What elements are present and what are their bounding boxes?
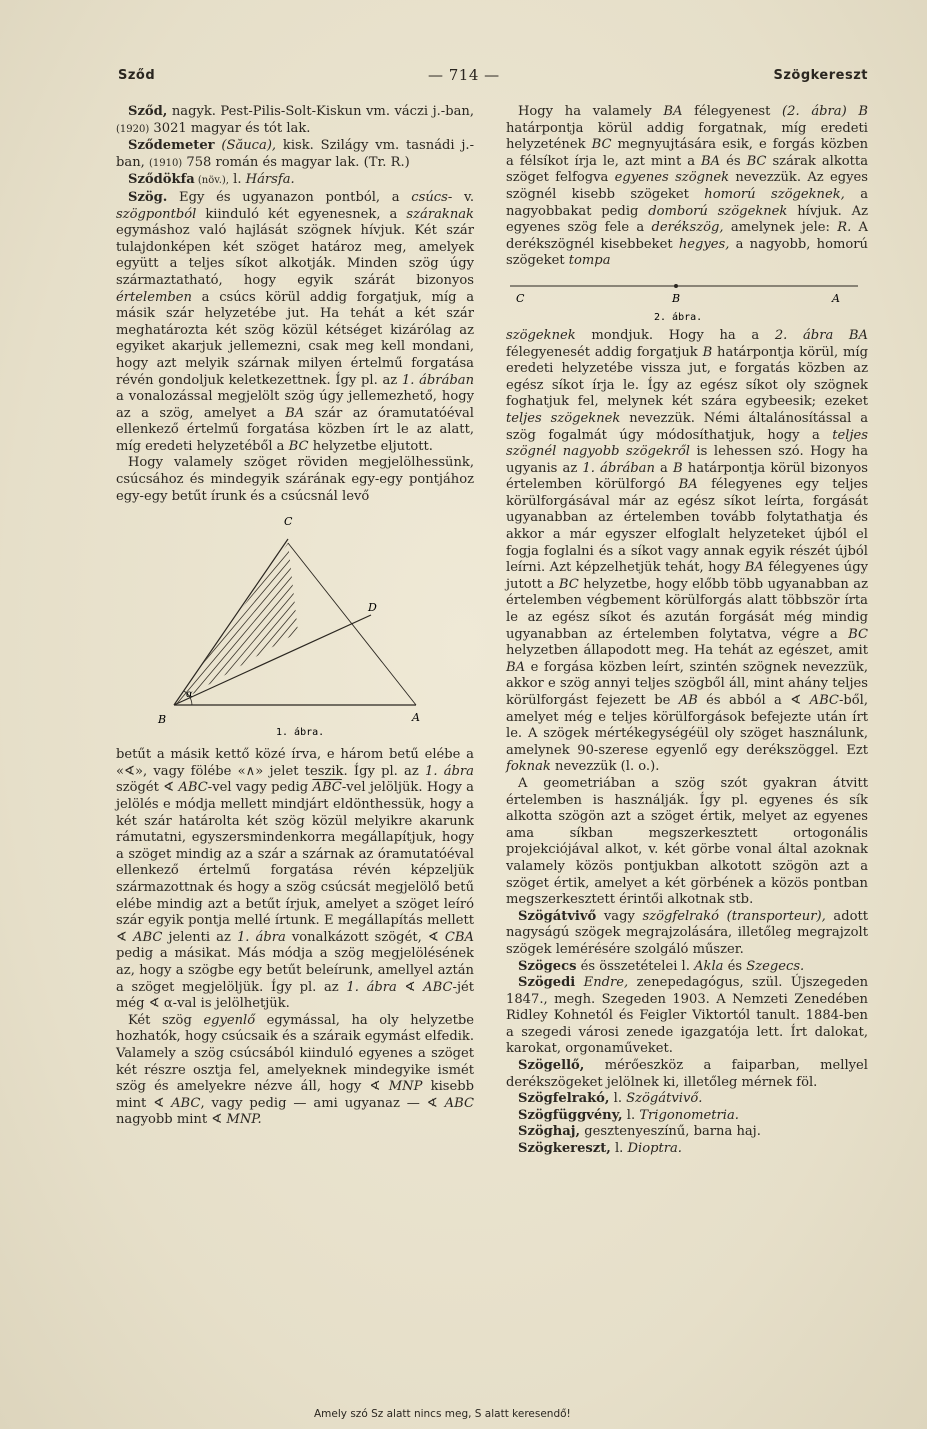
entry-text: 1. ábra bbox=[346, 979, 397, 995]
paragraph: A geometriában a szög szót gyakran átvitt értelemben is használják. Így pl. egyenes és sík alkotta szögön azt a szöget értik, melyet az egyenes ama síkban megszerkesztett ortogonális projekciójával alkot, v. két görbe vonal által azoknak valamely közös pontjukban alkotott szögön azt a szöget értik, amelyet a két görbének a közös pontban megszerkesztett érintői alkotnak stb. bbox=[506, 775, 868, 908]
entry-text: 1. ábrában bbox=[401, 372, 474, 388]
entry-text: ABC bbox=[444, 1095, 474, 1111]
headword: Sződökfa bbox=[128, 172, 195, 188]
entry-szogkereszt bbox=[506, 1141, 868, 1158]
header-right-word: Szögkereszt bbox=[773, 68, 868, 83]
entry-text: 1. ábrában bbox=[582, 460, 655, 476]
entry-text: szár az óramutatóéval ellenkező értelmű forgatása közben írt le az alatt, míg eredeti helyzetéből a bbox=[116, 405, 474, 454]
entry-text: mondjuk. Hogy ha a bbox=[575, 327, 775, 343]
paragraph bbox=[116, 1013, 474, 1129]
entry-text: Endre, bbox=[575, 975, 629, 991]
figure-1 bbox=[116, 509, 474, 741]
entry-szogfelrako bbox=[506, 1091, 868, 1108]
entry-text: teljes szögnél nagyobb szögekről bbox=[506, 427, 868, 460]
label-a: A bbox=[412, 711, 420, 725]
entry-text: BA bbox=[678, 477, 698, 493]
entry-text: BA bbox=[285, 405, 305, 421]
entry-text: BA bbox=[744, 560, 764, 576]
entry-szog bbox=[116, 190, 474, 456]
entry-text: kisebb mint ∢ bbox=[116, 1079, 474, 1111]
headword: Szögfelrakó, bbox=[518, 1091, 610, 1107]
right-column bbox=[506, 104, 868, 1158]
entry-text: B bbox=[673, 460, 683, 476]
label-b: B bbox=[158, 713, 167, 727]
cross-reference: Szegecs. bbox=[746, 958, 805, 974]
entry-text: nevezzük. Némi általánosítással a szög fogalmát úgy módosíthatjuk, hogy a bbox=[506, 410, 869, 443]
entry-text: (2. ábra) B bbox=[782, 104, 868, 119]
label-a: A bbox=[832, 291, 840, 305]
left-column bbox=[116, 104, 474, 1129]
paragraph bbox=[506, 328, 868, 776]
figure-1-diagram bbox=[116, 509, 474, 741]
entry-text: v. bbox=[452, 189, 474, 205]
entry-szoghaj bbox=[506, 1124, 868, 1141]
entry-text: határpontja körül bizonyos értelemben körülforgó bbox=[506, 460, 868, 493]
headword: Szög. bbox=[128, 189, 168, 205]
entry-text: vonalkázott szögét, ∢ bbox=[285, 929, 445, 945]
entry-text: szárak alkotta szöget felfogva bbox=[506, 153, 869, 186]
entry-text: foknak bbox=[506, 759, 551, 775]
entry-text: félegyenesét addig forgatjuk bbox=[506, 344, 703, 360]
entry-text: amelynek jele: bbox=[723, 220, 838, 236]
headword: Szögfüggvény, bbox=[518, 1107, 623, 1123]
entry-text: l. bbox=[609, 1091, 627, 1107]
figure-1-caption: 1. ábra. bbox=[276, 727, 325, 739]
entry-text: szögét ∢ bbox=[116, 780, 179, 796]
entry-text: (1920) bbox=[116, 123, 150, 135]
entry-text: mérőeszköz a faiparban, mellyel derékszögeket jelölnek ki, illetőleg mérnek föl. bbox=[506, 1058, 868, 1090]
entry-text: és bbox=[723, 958, 747, 974]
label-c: C bbox=[284, 515, 293, 529]
figure-2 bbox=[506, 276, 868, 324]
hatched-angle bbox=[116, 529, 396, 719]
header-left-word: Sződ bbox=[118, 68, 156, 83]
entry-text: MNP bbox=[388, 1079, 423, 1095]
entry-text: szögfelrakó (transporteur), bbox=[642, 908, 826, 924]
entry-text: csúcs- bbox=[411, 189, 453, 205]
ray-bc bbox=[174, 539, 288, 705]
entry-text: és összetételei l. bbox=[576, 958, 695, 974]
entry-text: BA bbox=[701, 153, 721, 169]
paragraph: Hogy valamely szöget röviden megjelölhessünk, csúcsához és mindegyik szárának egy-egy pontjához egy-egy betűt írunk és a csúcsnál levő bbox=[116, 455, 474, 504]
entry-szogfuggveny bbox=[506, 1108, 868, 1125]
entry-text: betűt a másik kettő közé írva, e három betű elébe a «∢», vagy fölébe «∧» jelet teszik. Így pl. az bbox=[116, 747, 474, 779]
entry-text: a vonalozással megjelölt szög úgy jellemezhető, hogy az a szög, amelyet a bbox=[116, 389, 474, 421]
entry-szogedi bbox=[506, 975, 868, 1058]
entry-text: és abból a ∢ bbox=[697, 693, 810, 708]
entry-text: kisk. Szilágy vm. tasnádi j.-ban, bbox=[116, 138, 475, 170]
entry-szogatvivo bbox=[506, 909, 868, 959]
entry-text: nevezzük (l. o.). bbox=[550, 759, 660, 775]
entry-text: BC bbox=[288, 438, 309, 454]
entry-text: hegyes, bbox=[678, 236, 730, 252]
entry-text: határpontja körül, míg eredeti helyzetébe vissza jut, e forgatás közben az egész síkot írja le. Így az egész síkot oly szögnek foghatjuk fel, melynek két szára egybeesik; ezeket bbox=[506, 344, 868, 410]
entry-text: Két szög bbox=[128, 1012, 204, 1028]
entry-text: pedig a másikat. Más módja a szög megjelölésének az, hogy a szögbe egy betűt beleírunk, amellyel aztán a szöget megjelöljük. Így pl. az bbox=[116, 946, 474, 995]
entry-szodemeter bbox=[116, 138, 474, 172]
entry-text: egyenes szögnek bbox=[614, 170, 730, 186]
page-footer-note: Amely szó Sz alatt nincs meg, S alatt keresendő! bbox=[314, 1408, 571, 1420]
entry-text: helyzetbe, hogy előbb több ugyanabban az értelemben végbement körülforgás alatt többször írta le az egész síkot és azután forgását még mindig ugyanabban az értelemben folytatva, végre a bbox=[506, 576, 868, 642]
entry-text: zenepedagógus, szül. Újszegeden 1847., megh. Szegeden 1903. A Nemzeti Zenedében Ridley Kohnetól és Feigler Viktortól tanult. 1884-ben a szegedi városi zenede igazgatója lett. Írt dalokat, karokat, orgonaműveket. bbox=[506, 975, 868, 1057]
figure-2-caption: 2. ábra. bbox=[654, 311, 703, 323]
entry-text: a nagyobbakat pedig bbox=[506, 186, 869, 219]
entry-text: homorú szögeknek, bbox=[704, 186, 845, 202]
entry-text: -vel jelöljük. Hogy a jelölés e módja mellett mindjárt eldönthessük, hogy a két szár határolta két szög közül melyikre akarunk rámutatni, egyszersmindenkorra megállapítjuk, hogy a szöget mindig az a szár a szárnak az óramutatóéval ellenkező értelmű forgatása révén képzeljük származottnak és hogy a szög csúcsát megjelölő betű elébe mindig azt a betűt írjuk, amelyet a szöget leíró szár egyik pontja mellé írtunk. E megállapítás mellett ∢ bbox=[116, 780, 474, 945]
headword: Szögellő, bbox=[518, 1058, 585, 1074]
entry-text: egymáshoz való hajlását szögnek hívjuk. Két szár tulajdonképen két szöget határoz meg, amelyek együtt a teljes síkot alkotják. Minden szög úgy származtatható, hogy egyik szárát bizonyos bbox=[116, 223, 474, 288]
cross-reference: Akla bbox=[694, 958, 724, 974]
entry-text: 758 román és magyar lak. (Tr. R.) bbox=[182, 154, 410, 170]
entry-text: (1910) bbox=[148, 157, 183, 169]
page-number: — 714 — bbox=[428, 66, 500, 84]
entry-text: MNP. bbox=[226, 1112, 262, 1128]
entry-text: 1. ábra bbox=[236, 929, 286, 945]
entry-text: BC bbox=[591, 137, 612, 153]
cross-reference: Szögátvivő. bbox=[626, 1091, 703, 1107]
headword: Szögedi bbox=[518, 975, 576, 991]
cross-reference: Dioptra. bbox=[627, 1141, 682, 1157]
entry-text: értelemben bbox=[116, 289, 192, 305]
entry-text: adott nagyságú szögek megrajzolására, illetőleg megrajzolt szögek lemérésére szolgáló műszer. bbox=[506, 908, 868, 957]
paragraph bbox=[116, 747, 474, 1013]
entry-text: AB bbox=[678, 693, 698, 708]
label-alpha: α bbox=[186, 689, 193, 701]
entry-text: tompa bbox=[568, 253, 611, 269]
entry-text: -ből, amelyet még e teljes körülforgások befejezte után írt le. A szögek mértékegységéül oly szöget használunk, amelynek 90-szerese egyenlő egy derékszöggel. Ezt bbox=[506, 693, 868, 758]
entry-text: Hogy ha valamely bbox=[518, 104, 664, 119]
entry-text: -vel vagy pedig bbox=[207, 780, 313, 796]
entry-text: ∢ bbox=[396, 979, 424, 995]
headword: Sződemeter bbox=[128, 138, 215, 154]
label-b: B bbox=[672, 291, 681, 305]
entry-text: a csúcs körül addig forgatjuk, míg a másik szár helyzetébe jut. Ha tehát a két szár meghatározta két szög közül kétséget kizárólag az egyiket akarjuk jellemezni, csak meg kell mondani, hogy azt melyik szárnak milyen értelmű forgatása révén gondoljuk keletkezettnek. Így pl. az bbox=[116, 289, 474, 388]
entry-text: jelenti az bbox=[162, 929, 237, 945]
entry-text: R. bbox=[837, 220, 852, 236]
entry-text: 2. ábra BA bbox=[774, 327, 868, 343]
entry-text: derékszög, bbox=[651, 220, 724, 236]
entry-text: félegyenes úgy jutott a bbox=[506, 560, 868, 592]
headword: Sződ, bbox=[128, 104, 168, 119]
entry-text: száraknak bbox=[406, 206, 474, 222]
entry-text: ABC bbox=[423, 979, 453, 995]
cross-reference: Trigonometria. bbox=[639, 1107, 739, 1123]
entry-text: domború szögeknek bbox=[648, 203, 788, 219]
cross-reference: Hársfa. bbox=[245, 172, 295, 188]
entry-text: teljes szögeknek bbox=[506, 410, 621, 426]
entry-text: nagyk. Pest-Pilis-Solt-Kiskun vm. váczi j.-ban, bbox=[167, 104, 474, 119]
entry-szodokfa bbox=[116, 172, 474, 190]
entry-text: félegyenest bbox=[682, 104, 783, 119]
label-d: D bbox=[368, 601, 377, 615]
entry-text: ABC bbox=[809, 693, 839, 708]
entry-text: nevezzük. Az egyes szögnél kisebb szögeket bbox=[506, 170, 868, 202]
entry-text: megnyujtására esik, e forgás közben a félsíkot írja le, azt mint a bbox=[506, 137, 868, 169]
entry-text: 3021 magyar és tót lak. bbox=[149, 120, 311, 136]
entry-text: BC bbox=[848, 626, 868, 642]
entry-text: ABC bbox=[171, 1095, 201, 1111]
entry-text: a bbox=[654, 460, 674, 476]
entry-text: -jét még ∢ α-val is jelölhetjük. bbox=[116, 979, 475, 1012]
entry-text: a nagyobb, homorú szögeket bbox=[506, 236, 868, 269]
entry-text: A derékszögnél kisebbeket bbox=[506, 220, 868, 252]
point-b bbox=[674, 284, 678, 288]
entry-text: egyenlő bbox=[203, 1012, 256, 1028]
entry-text: nagyobb mint ∢ bbox=[116, 1112, 227, 1128]
entry-text: Egy és ugyanazon pontból, a bbox=[167, 189, 412, 205]
entry-text: (Săuca), bbox=[214, 138, 277, 154]
headword: Szögkereszt, bbox=[518, 1141, 611, 1157]
entry-text: ABC bbox=[178, 780, 208, 796]
headword: Szögecs bbox=[518, 958, 577, 974]
entry-szogecs bbox=[506, 959, 868, 976]
entry-text: helyzetben állapodott meg. Ha tehát az egészet, amit bbox=[506, 643, 868, 659]
entry-text: egymással, ha oly helyzetbe hozhatók, hogy csúcsaik és a száraik egymást elfedik. Valamely a szög csúcsából kiinduló egyenes a szöget két részre osztja fel, amelyeknek mindegyike ismét szög és amelyekre nézve áll, hogy ∢ bbox=[116, 1012, 474, 1095]
entry-text: l. bbox=[228, 172, 246, 188]
label-c: C bbox=[516, 291, 525, 305]
entry-text: BA bbox=[506, 659, 526, 675]
entry-text: BA bbox=[663, 104, 683, 119]
entry-text: is lehessen szó. Hogy ha ugyanis az bbox=[506, 444, 869, 476]
entry-text: helyzetbe eljutott. bbox=[308, 438, 433, 454]
entry-text: kiinduló két egyenesnek, a bbox=[196, 206, 407, 222]
entry-text: B bbox=[702, 344, 713, 360]
entry-text: BC bbox=[746, 153, 767, 169]
entry-text: félegyenes egy teljes körülforgásával már az egész síkot leírta, forgását ugyanabban az értelemben tovább folytathatja és akkor a már egyszer elfoglalt helyzeteket újból el fogja foglalni és a síkot vagy annak egyik részét újból leírni. Azt képzelhetjük tehát, hogy bbox=[506, 477, 869, 576]
entry-text: $\overline{ABC}$ bbox=[312, 780, 342, 796]
entry-text: l. bbox=[610, 1141, 628, 1157]
entry-text: (növ.), bbox=[194, 175, 229, 187]
entry-text: vagy bbox=[596, 908, 643, 924]
entry-text: 1. ábra bbox=[425, 763, 474, 779]
entry-text: gesztenyeszínű, barna haj. bbox=[580, 1124, 761, 1140]
headword: Szöghaj, bbox=[518, 1124, 581, 1140]
entry-text: , vagy pedig — ami ugyanaz — ∢ bbox=[200, 1095, 445, 1111]
running-header bbox=[118, 68, 868, 88]
entry-text: és bbox=[720, 153, 747, 169]
paragraph bbox=[506, 104, 868, 270]
entry-text: szögeknek bbox=[506, 327, 576, 343]
entry-text: e forgása közben leírt, szintén szögnek nevezzük, akkor e szög annyi teljes szögből áll, mint ahány teljes körülforgást fejezett be bbox=[506, 659, 868, 708]
entry-text: határpontja körül addig forgatnak, míg eredeti helyzetének bbox=[506, 120, 868, 153]
entry-szod bbox=[116, 104, 474, 138]
headword: Szögátvivő bbox=[518, 908, 597, 924]
entry-text: ABC bbox=[133, 929, 163, 945]
figure-2-diagram bbox=[506, 276, 868, 324]
entry-text: l. bbox=[622, 1107, 640, 1123]
entry-text: CBA bbox=[444, 929, 474, 945]
edge-ca bbox=[288, 543, 416, 705]
entry-text: BC bbox=[558, 576, 579, 592]
entry-text: szögpontból bbox=[116, 206, 197, 222]
entry-szogello bbox=[506, 1058, 868, 1091]
entry-text: hívjuk. Az egyenes szög fele a bbox=[506, 203, 868, 236]
